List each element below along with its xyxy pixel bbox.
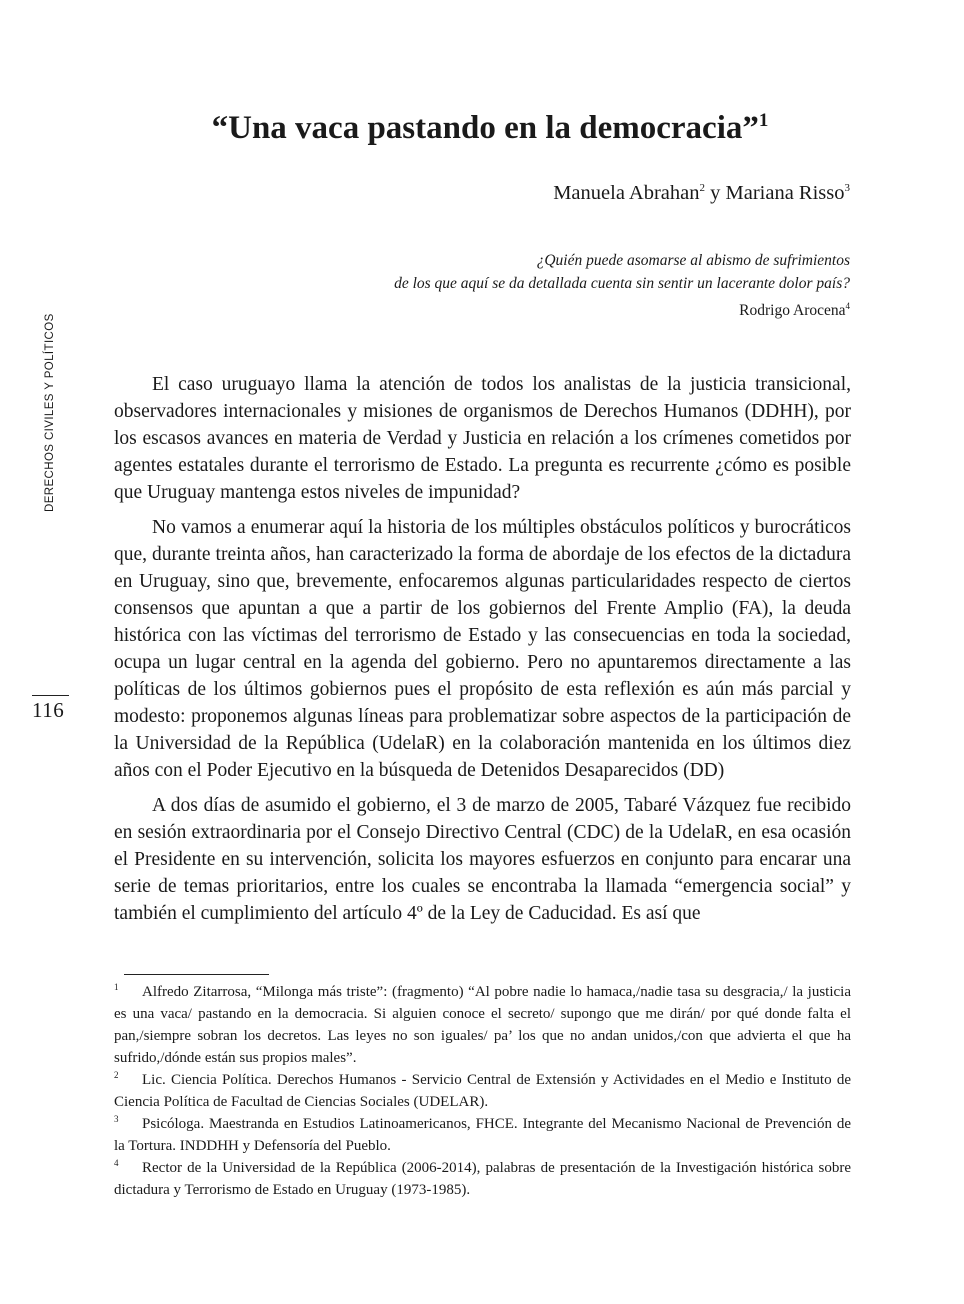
footnote: 4 Rector de la Universidad de la República (2006-2014), palabras de presentación de la Investigación histórica sobre dictadura y Terrorismo de Estado en Uruguay (1973-1985).: [114, 1158, 851, 1198]
footnote-text: Lic. Ciencia Política. Derechos Humanos - Servicio Central de Extensión y Actividades en el Medio e Instituto de Ciencia Política de Facultad de Ciencias Sociales (UDELAR).: [114, 1072, 851, 1110]
title-text: “Una vaca pastando en la democracia”: [211, 110, 759, 146]
body-text: [114, 371, 851, 935]
footnote-text: Alfredo Zitarrosa, “Milonga más triste”: (fragmento) “Al pobre nadie lo hamaca,/nadie tasa su desgracia,/ la justicia es una vaca/ pastando en la democracia. Si alguien conoce el secreto/ supongo que me dirán/ por qué donde falta el pan,/siempre sobran los decretos. Las leyes no son iguales/ pa’ los que no andan unidos,/con que advierta el que ha sufrido,/dónde están sus propios males”.: [114, 984, 851, 1066]
epigraph: [394, 249, 850, 295]
footnote: 3 Psicóloga. Maestranda en Estudios Latinoamericanos, FHCE. Integrante del Mecanismo Nacional de Prevención de la Tortura. INDDHH y Defensoría del Pueblo.: [114, 1114, 851, 1154]
title-footnote-ref: 1: [758, 110, 769, 131]
author-connector: y: [705, 182, 726, 204]
footnote-separator: [124, 974, 269, 975]
epigraph-attribution: [739, 302, 850, 320]
author-name: Manuela Abrahan: [553, 182, 700, 204]
epigraph-footnote-ref: 4: [845, 300, 850, 311]
body-paragraph: A dos días de asumido el gobierno, el 3 de marzo de 2005, Tabaré Vázquez fue recibido en sesión extraordinaria por el Consejo Directivo Central (CDC) de la UdelaR, en esa ocasión el Presidente en su intervención, solicita los mayores esfuerzos en conjunto para encarar una serie de temas prioritarios, entre los cuales se encontraba la llamada “emergencia social” y también el cumplimiento del artículo 4º de la Ley de Caducidad. Es así que: [114, 795, 851, 924]
page-number: 116: [32, 698, 65, 722]
body-paragraph: El caso uruguayo llama la atención de todos los analistas de la justicia transicional, observadores internacionales y misiones de organismos de Derechos Humanos (DDHH), por los escasos avances en materia de Verdad y Justicia en relación a los crímenes cometidos por agentes estatales durante el terrorismo de Estado. La pregunta es recurrente ¿cómo es posible que Uruguay mantenga estos niveles de impunidad?: [114, 374, 851, 503]
page-number-rule: [32, 695, 69, 696]
author-footnote-ref: 3: [844, 182, 850, 195]
epigraph-line: ¿Quién puede asomarse al abismo de sufrimientos: [536, 252, 850, 269]
author-footnote-ref: 2: [699, 182, 705, 195]
article-title: [140, 110, 840, 147]
body-paragraph: No vamos a enumerar aquí la historia de los múltiples obstáculos políticos y burocráticos que, durante treinta años, han caracterizado la forma de abordaje de los efectos de la dictadura en Uruguay, sino que, brevemente, enfocaremos algunas particularidades respecto de ciertos consensos que apuntan a que a partir de los gobiernos del Frente Amplio (FA), la deuda histórica con las víctimas del terrorismo de Estado y las consecuencias en toda la sociedad, ocupa un lugar central en la agenda del gobierno. Pero no apuntaremos directamente a las políticas de los últimos gobiernos pues el propósito de esta reflexión es aún más parcial y modesto: proponemos algunas líneas para problematizar sobre aspectos de la participación de la Universidad de la República (UdelaR) en la colaboración mantenida en los últimos diez años con el Poder Ejecutivo en la búsqueda de Detenidos Desaparecidos (DD): [114, 517, 851, 781]
epigraph-author: Rodrigo Arocena: [739, 302, 846, 319]
footnote-text: Rector de la Universidad de la República (2006-2014), palabras de presentación de la Investigación histórica sobre dictadura y Terrorismo de Estado en Uruguay (1973-1985).: [114, 1160, 851, 1198]
footnote: 1 Alfredo Zitarrosa, “Milonga más triste”: (fragmento) “Al pobre nadie lo hamaca,/nadie tasa su desgracia,/ la justicia es una vaca/ pastando en la democracia. Si alguien conoce el secreto/ supongo que me dirán/ por qué donde falta el pan,/siempre sobran los decretos. Las leyes no son iguales/ pa’ los que no andan unidos,/con que advierta el que ha sufrido,/dónde están sus propios males”.: [114, 982, 851, 1066]
footnote-text: Psicóloga. Maestranda en Estudios Latinoamericanos, FHCE. Integrante del Mecanismo Nacional de Prevención de la Tortura. INDDHH y Defensoría del Pueblo.: [114, 1116, 851, 1154]
author-line: [553, 182, 850, 205]
footnotes: [114, 981, 851, 1201]
running-section-label: DERECHOS CIVILES Y POLÍTICOS: [44, 313, 56, 512]
footnote: 2 Lic. Ciencia Política. Derechos Humanos - Servicio Central de Extensión y Actividades en el Medio e Instituto de Ciencia Política de Facultad de Ciencias Sociales (UDELAR).: [114, 1070, 851, 1110]
epigraph-line: de los que aquí se da detallada cuenta sin sentir un lacerante dolor país?: [394, 275, 850, 292]
author-name: Mariana Risso: [725, 182, 845, 204]
